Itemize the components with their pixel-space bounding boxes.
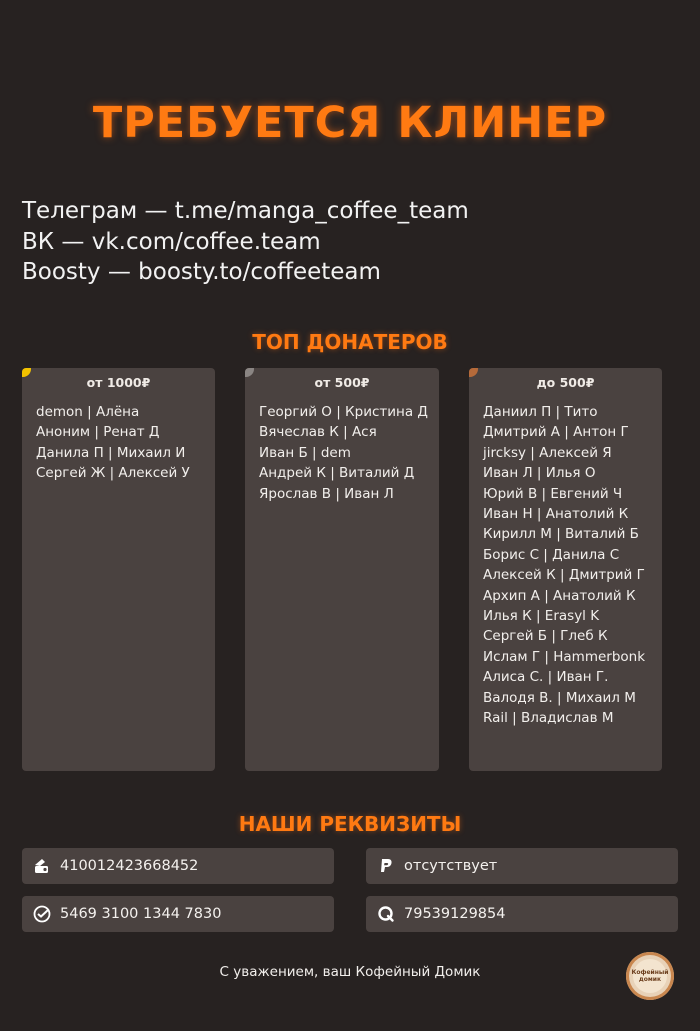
donor-entry: Алиса С. | Иван Г. [483,669,609,686]
donor-entry: Архип А | Анатолий К [483,587,636,604]
donor-entry: Илья К | Erasyl K [483,608,600,625]
donor-entry: Ярослав В | Иван Л [259,485,394,502]
yoomoney-number[interactable]: 410012423668452 [60,858,199,874]
logo-text: Кофейный домик [631,969,669,983]
yoomoney-requisite [22,848,334,884]
yoomoney-wallet-icon [32,856,52,876]
donor-entry: Иван Л | Илья О [483,465,596,482]
sberbank-card-number[interactable]: 5469 3100 1344 7830 [60,906,222,922]
donor-entry: Юрий В | Евгений Ч [483,485,623,502]
donor-entry: Кирилл М | Виталий Б [483,526,639,543]
tier-card-under-500 [469,368,662,771]
donors-title: ТОП ДОНАТЕРОВ [252,330,448,354]
qiwi-icon [376,904,396,924]
donor-entry: Вячеслав К | Ася [259,424,377,441]
requisites-title: НАШИ РЕКВИЗИТЫ [238,812,462,836]
boosty-link[interactable]: Boosty — boosty.to/coffeeteam [22,259,381,285]
donor-entry: Георгий О | Кристина Д [259,404,428,420]
tier-donor-list [22,394,215,484]
donor-entry: Алексей К | Дмитрий Г [483,567,645,584]
tier-label: от 1000₽ [86,375,151,390]
tier-card-500 [245,368,439,771]
contact-links [22,196,469,288]
donor-entry: Даниил П | Тито [483,404,598,420]
coffee-house-logo [626,952,674,1000]
qiwi-number[interactable]: 79539129854 [404,906,506,922]
donor-entry: Андрей К | Виталий Д [259,465,415,482]
donor-entry: demon | Алёна [36,404,140,420]
tier-donor-list [245,394,439,504]
sberbank-icon [32,904,52,924]
coffee-cup-icon [633,959,667,993]
sberbank-requisite [22,896,334,932]
paypal-value[interactable]: отсутствует [404,858,498,874]
paypal-icon [376,856,396,876]
donor-entry: Иван Н | Анатолий К [483,506,629,523]
paypal-requisite [366,848,678,884]
donor-entry: Борис С | Данила С [483,546,620,563]
donor-entry: Дмитрий А | Антон Г [483,424,629,441]
vk-link[interactable]: ВК — vk.com/coffee.team [22,228,321,255]
donor-entry: Ислам Г | Hammerbonk [483,648,646,665]
donor-entry: Сергей Б | Глеб К [483,628,608,645]
donor-entry: Аноним | Ренат Д [36,424,160,441]
donor-entry: Валодя В. | Михаил М [483,689,636,706]
donor-entry: Иван Б | dem [259,444,351,461]
tier-donor-list [469,394,662,729]
telegram-link[interactable]: Телеграм — t.me/manga_coffee_team [22,198,469,224]
donor-entry: Данила П | Михаил И [36,444,186,461]
qiwi-requisite [366,896,678,932]
donor-entry: Сергей Ж | Алексей У [36,465,190,482]
page-title: ТРЕБУЕТСЯ КЛИНЕР [92,98,608,148]
tier-card-1000 [22,368,215,771]
tier-label: от 500₽ [314,375,370,390]
footer-signature: С уважением, ваш Кофейный Домик [219,964,481,980]
donor-entry: jircksy | Алексей Я [483,444,612,461]
tier-label: до 500₽ [536,375,595,390]
donor-entry: Rail | Владислав М [483,710,614,727]
